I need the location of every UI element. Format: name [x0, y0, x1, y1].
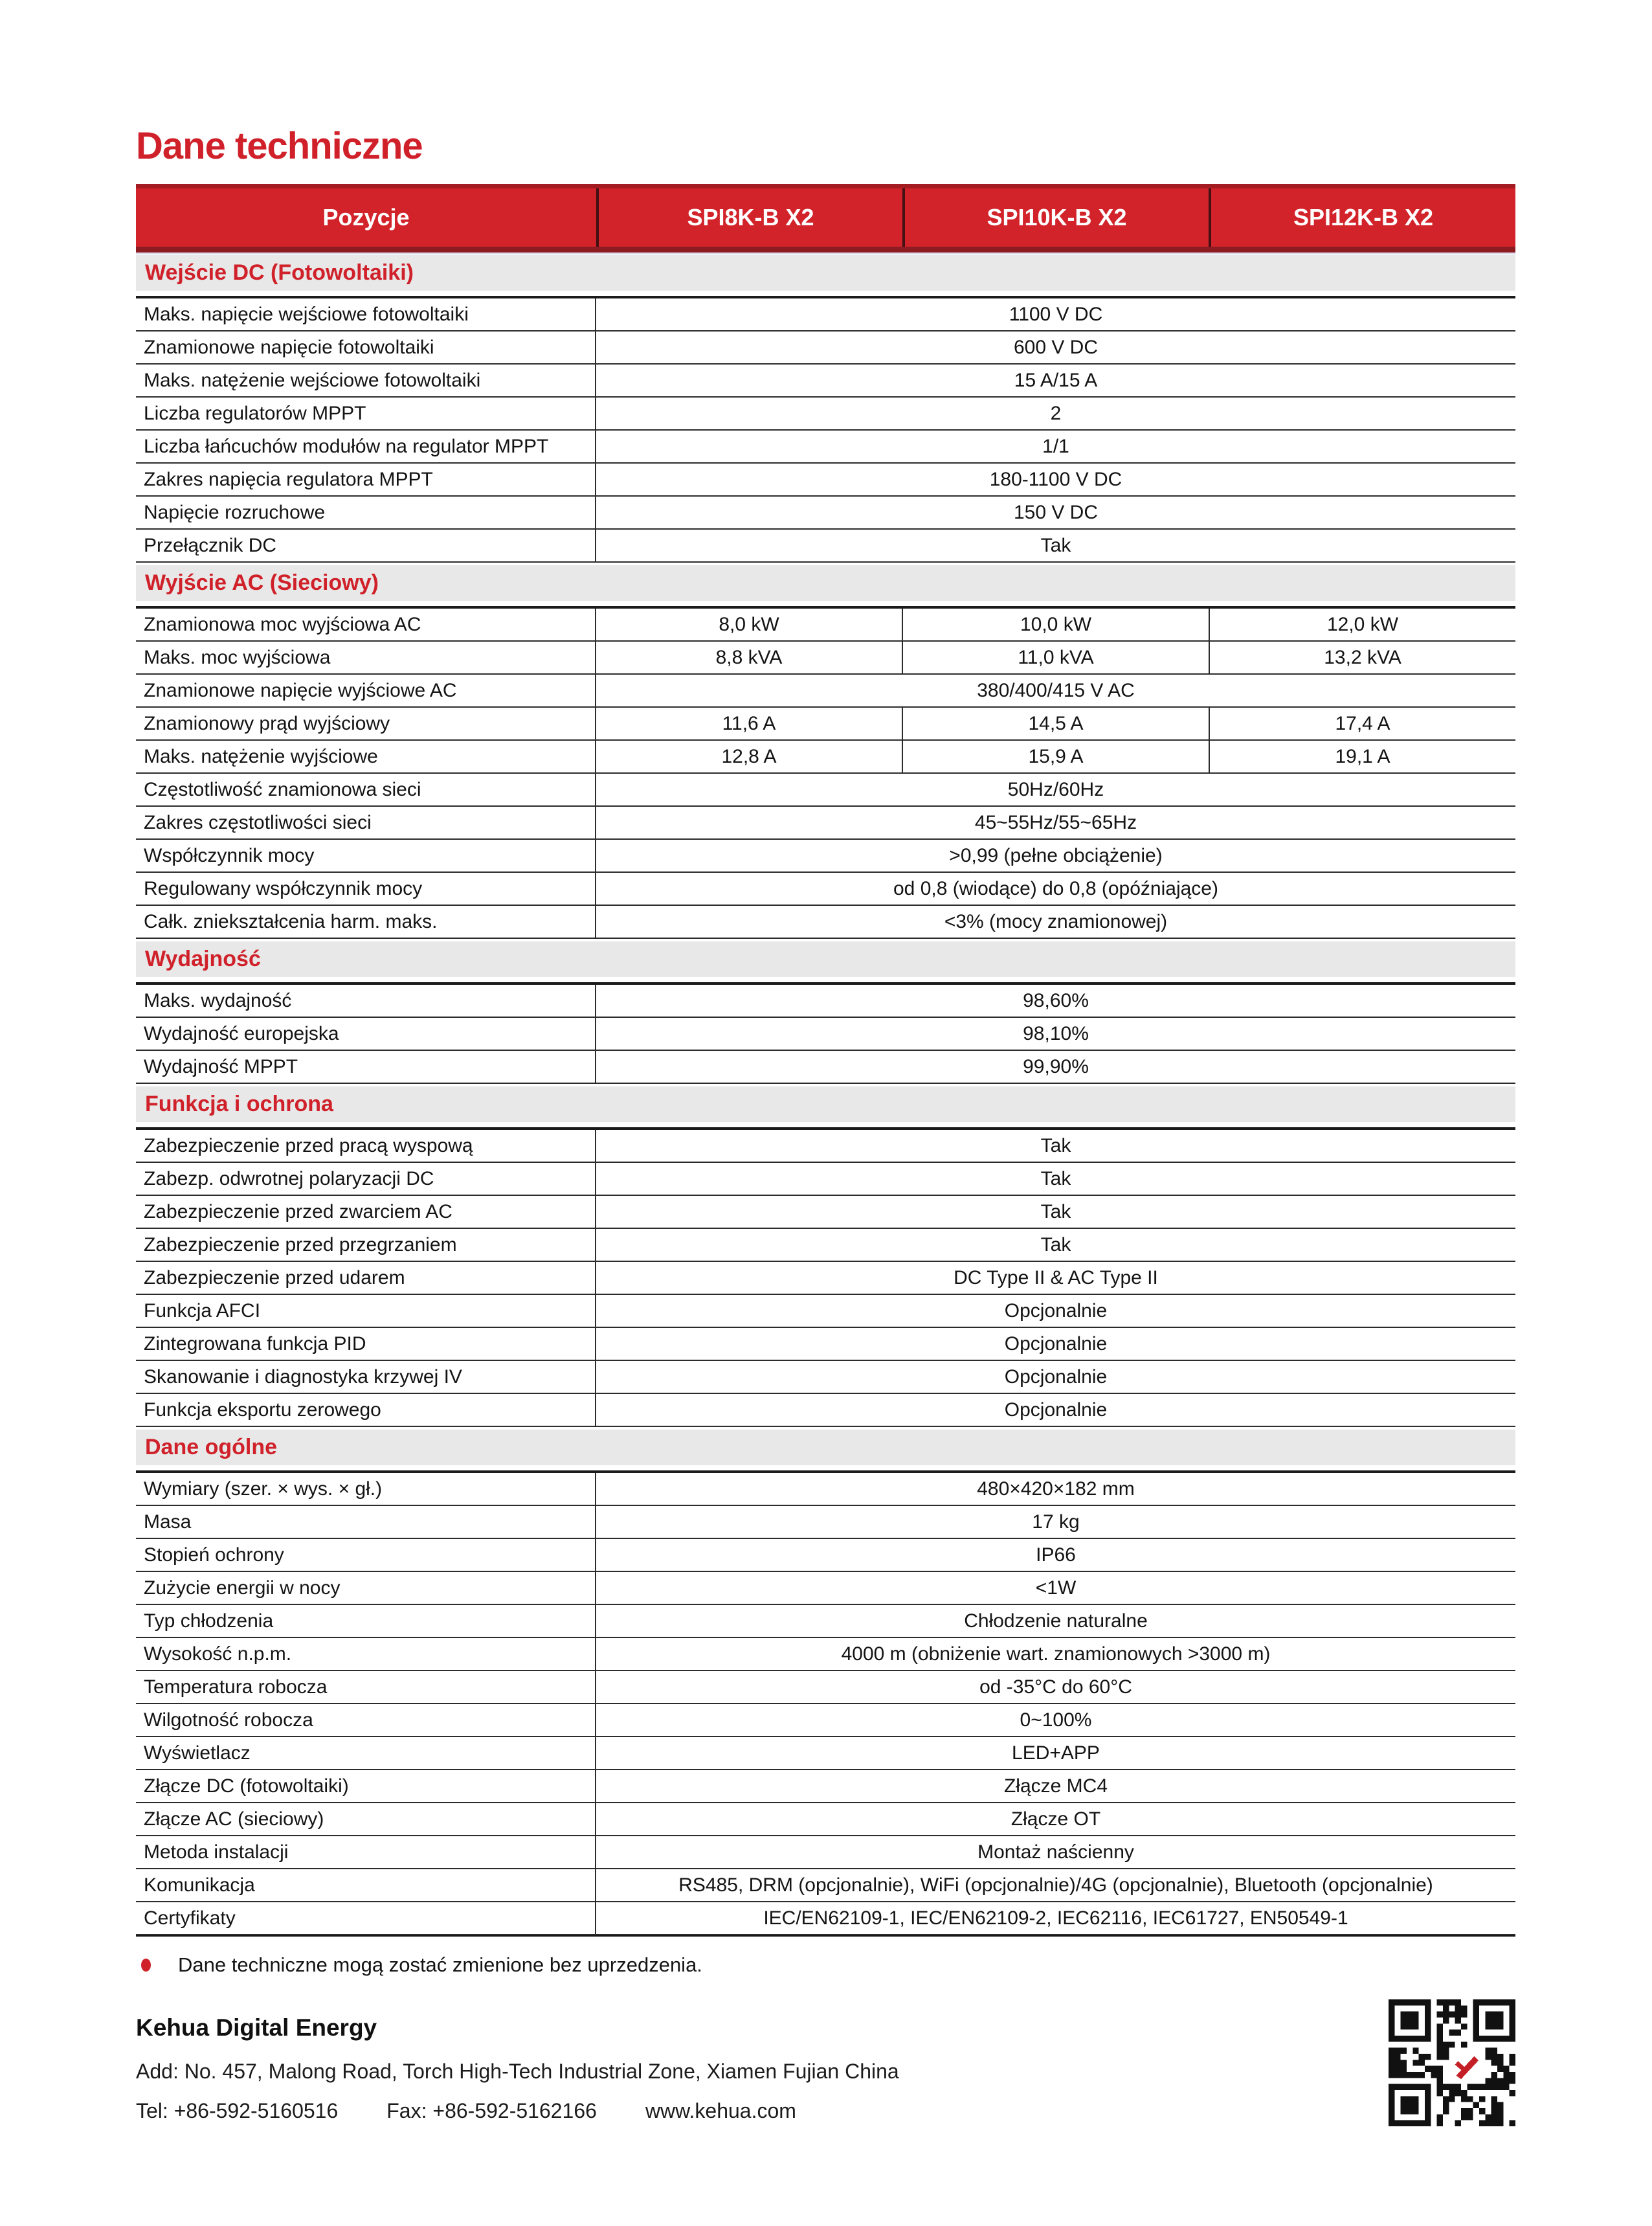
- table-row: [136, 497, 1515, 530]
- table-row: [136, 530, 1515, 563]
- table-row: [136, 464, 1515, 497]
- table-row: [136, 609, 1515, 642]
- row-value-all-models: Tak: [1040, 1134, 1071, 1156]
- row-value-all-models: 98,60%: [1023, 989, 1089, 1011]
- row-value-all-models: od -35°C do 60°C: [979, 1676, 1132, 1698]
- row-label: Maks. natężenie wejściowe fotowoltaiki: [136, 365, 596, 396]
- row-label: Zabezp. odwrotnej polaryzacji DC: [136, 1163, 596, 1195]
- table-header-model-spi10k: SPI10K-B X2: [902, 188, 1209, 247]
- row-value-model-2: 12,0 kW: [1209, 609, 1515, 640]
- row-value-all-models: Montaż naścienny: [977, 1841, 1134, 1863]
- company-name: Kehua Digital Energy: [136, 2014, 377, 2041]
- table-row: [136, 332, 1515, 365]
- table-header-model-spi8k: SPI8K-B X2: [596, 188, 902, 247]
- row-label: Zabezpieczenie przed pracą wyspową: [136, 1130, 596, 1162]
- page-content: [136, 0, 1515, 2123]
- table-row: [136, 1018, 1515, 1051]
- row-label: Wysokość n.p.m.: [136, 1638, 596, 1670]
- company-contacts: [136, 2099, 1515, 2123]
- company-address: Add: No. 457, Malong Road, Torch High-Tech Industrial Zone, Xiamen Fujian China: [136, 2060, 899, 2083]
- table-row: [136, 1770, 1515, 1803]
- table-row: [136, 675, 1515, 708]
- row-value-all-models: 600 V DC: [1013, 336, 1099, 358]
- table-row: [136, 1869, 1515, 1902]
- table-row: [136, 1361, 1515, 1394]
- row-value-all-models: <1W: [1035, 1577, 1077, 1599]
- row-value-model-0: 8,8 kVA: [715, 646, 783, 668]
- table-row: [136, 985, 1515, 1018]
- table-row: [136, 1506, 1515, 1539]
- table-row: [136, 1473, 1515, 1506]
- row-label: Częstotliwość znamionowa sieci: [136, 774, 596, 805]
- row-value-all-models: Opcjonalnie: [1004, 1332, 1108, 1355]
- row-label: Wymiary (szer. × wys. × gł.): [136, 1473, 596, 1505]
- row-label: Znamionowe napięcie wyjściowe AC: [136, 675, 596, 706]
- row-value-all-models: Opcjonalnie: [1004, 1399, 1108, 1421]
- row-value-model-0: 8,0 kW: [719, 613, 779, 635]
- table-row: [136, 1163, 1515, 1196]
- table-row: [136, 1130, 1515, 1163]
- table-row: [136, 1737, 1515, 1770]
- row-value-all-models: Złącze OT: [1010, 1808, 1101, 1830]
- table-header-items: Pozycje: [322, 204, 410, 230]
- row-label: Całk. zniekształcenia harm. maks.: [136, 906, 596, 938]
- table-row: [136, 298, 1515, 332]
- row-label: Zużycie energii w nocy: [136, 1572, 596, 1604]
- table-row: [136, 1262, 1515, 1295]
- row-label: Masa: [136, 1506, 596, 1538]
- table-row: [136, 741, 1515, 774]
- row-label: Znamionowa moc wyjściowa AC: [136, 609, 596, 640]
- table-row: [136, 840, 1515, 873]
- row-value-all-models: IP66: [1036, 1544, 1076, 1566]
- row-value-all-models: Tak: [1040, 1233, 1071, 1255]
- row-label: Komunikacja: [136, 1869, 596, 1901]
- row-label: Funkcja eksportu zerowego: [136, 1394, 596, 1426]
- row-value-all-models: Tak: [1040, 534, 1071, 556]
- row-value-model-1: 14,5 A: [902, 708, 1209, 739]
- table-row: [136, 807, 1515, 840]
- row-value-all-models: RS485, DRM (opcjonalnie), WiFi (opcjonalnie)/4G (opcjonalnie), Bluetooth (opcjonalnie): [678, 1874, 1433, 1896]
- row-value-all-models: 4000 m (obniżenie wart. znamionowych >3000 m): [841, 1643, 1271, 1665]
- row-value-all-models: Tak: [1040, 1167, 1071, 1189]
- row-label: Funkcja AFCI: [136, 1295, 596, 1327]
- table-row: [136, 1605, 1515, 1638]
- row-value-all-models: IEC/EN62109-1, IEC/EN62109-2, IEC62116, IEC61727, EN50549-1: [763, 1907, 1348, 1929]
- row-value-all-models: 180-1100 V DC: [989, 468, 1122, 490]
- row-value-all-models: 1100 V DC: [1009, 303, 1103, 325]
- table-bottom-rule: [136, 1935, 1515, 1937]
- row-label: Złącze DC (fotowoltaiki): [136, 1770, 596, 1802]
- table-row: [136, 1671, 1515, 1704]
- row-value-model-2: 17,4 A: [1209, 708, 1515, 739]
- row-value-model-2: 13,2 kVA: [1209, 642, 1515, 673]
- company-fax: Fax: +86-592-5162166: [386, 2099, 597, 2122]
- table-row: [136, 431, 1515, 464]
- table-row: [136, 708, 1515, 741]
- spec-table: [136, 255, 1515, 1935]
- row-value-all-models: 2: [1050, 402, 1062, 424]
- row-value-model-1: 15,9 A: [902, 741, 1209, 772]
- section-header: Dane ogólne: [136, 1430, 1515, 1465]
- footnote: [136, 1953, 1515, 1977]
- row-label: Maks. napięcie wejściowe fotowoltaiki: [136, 298, 596, 330]
- row-value-all-models: LED+APP: [1012, 1742, 1100, 1764]
- row-label: Przełącznik DC: [136, 530, 596, 561]
- row-label: Napięcie rozruchowe: [136, 497, 596, 528]
- row-label: Wydajność MPPT: [136, 1051, 596, 1083]
- row-label: Zakres napięcia regulatora MPPT: [136, 464, 596, 495]
- table-row: [136, 1394, 1515, 1427]
- table-row: [136, 642, 1515, 675]
- row-label: Metoda instalacji: [136, 1836, 596, 1868]
- table-row: [136, 906, 1515, 939]
- row-value-all-models: 45~55Hz/55~65Hz: [974, 811, 1137, 833]
- section-header: Funkcja i ochrona: [136, 1086, 1515, 1122]
- bullet-icon: [141, 1959, 151, 1972]
- table-header-model-spi12k: SPI12K-B X2: [1209, 188, 1515, 247]
- row-label: Znamionowe napięcie fotowoltaiki: [136, 332, 596, 363]
- section-header: Wejście DC (Fotowoltaiki): [136, 255, 1515, 291]
- row-value-model-0: 12,8 A: [721, 745, 777, 767]
- page-title: Dane techniczne: [136, 125, 423, 167]
- table-row: [136, 1638, 1515, 1671]
- row-value-all-models: 15 A/15 A: [1014, 369, 1098, 391]
- table-row: [136, 1902, 1515, 1935]
- row-value-model-0: 11,6 A: [722, 712, 776, 734]
- section-header: Wyjście AC (Sieciowy): [136, 565, 1515, 601]
- row-label: Stopień ochrony: [136, 1539, 596, 1571]
- table-row: [136, 365, 1515, 398]
- row-value-all-models: DC Type II & AC Type II: [954, 1266, 1158, 1288]
- row-label: Wydajność europejska: [136, 1018, 596, 1050]
- row-value-all-models: 480×420×182 mm: [977, 1478, 1135, 1500]
- row-label: Zakres częstotliwości sieci: [136, 807, 596, 838]
- row-value-all-models: Tak: [1040, 1200, 1071, 1222]
- row-label: Skanowanie i diagnostyka krzywej IV: [136, 1361, 596, 1393]
- row-value-all-models: 99,90%: [1023, 1055, 1089, 1077]
- row-label: Współczynnik mocy: [136, 840, 596, 871]
- table-row: [136, 1836, 1515, 1869]
- table-header-row: [136, 184, 1515, 253]
- row-value-model-1: 10,0 kW: [902, 609, 1209, 640]
- table-row: [136, 1328, 1515, 1361]
- row-label: Liczba regulatorów MPPT: [136, 398, 596, 429]
- row-value-all-models: 98,10%: [1023, 1022, 1089, 1044]
- row-label: Regulowany współczynnik mocy: [136, 873, 596, 905]
- row-label: Znamionowy prąd wyjściowy: [136, 708, 596, 739]
- row-value-all-models: 1/1: [1042, 435, 1069, 457]
- row-label: Zintegrowana funkcja PID: [136, 1328, 596, 1360]
- company-website: www.kehua.com: [645, 2099, 796, 2122]
- row-label: Typ chłodzenia: [136, 1605, 596, 1637]
- row-value-all-models: 150 V DC: [1013, 501, 1099, 523]
- row-value-all-models: Złącze MC4: [1003, 1775, 1108, 1797]
- row-label: Złącze AC (sieciowy): [136, 1803, 596, 1835]
- row-value-all-models: Chłodzenie naturalne: [964, 1610, 1148, 1632]
- table-row: [136, 1196, 1515, 1229]
- row-value-all-models: od 0,8 (wiodące) do 0,8 (opóźniające): [893, 877, 1218, 899]
- row-label: Zabezpieczenie przed zwarciem AC: [136, 1196, 596, 1228]
- row-label: Liczba łańcuchów modułów na regulator MPPT: [136, 431, 596, 462]
- row-value-all-models: 17 kg: [1032, 1511, 1080, 1533]
- row-value-all-models: <3% (mocy znamionowej): [944, 910, 1168, 932]
- row-label: Wyświetlacz: [136, 1737, 596, 1769]
- row-label: Maks. moc wyjściowa: [136, 642, 596, 673]
- table-row: [136, 774, 1515, 807]
- row-label: Zabezpieczenie przed udarem: [136, 1262, 596, 1294]
- section-header: Wydajność: [136, 941, 1515, 977]
- table-row: [136, 398, 1515, 431]
- table-row: [136, 1572, 1515, 1605]
- table-row: [136, 1803, 1515, 1836]
- qr-code: [1389, 1999, 1515, 2126]
- row-label: Maks. natężenie wyjściowe: [136, 741, 596, 772]
- row-label: Wilgotność robocza: [136, 1704, 596, 1736]
- row-value-model-2: 19,1 A: [1209, 741, 1515, 772]
- row-value-all-models: Opcjonalnie: [1004, 1299, 1108, 1321]
- row-label: Zabezpieczenie przed przegrzaniem: [136, 1229, 596, 1261]
- row-value-all-models: Opcjonalnie: [1004, 1366, 1108, 1388]
- row-value-all-models: 50Hz/60Hz: [1007, 778, 1104, 800]
- row-value-model-1: 11,0 kVA: [902, 642, 1209, 673]
- row-label: Temperatura robocza: [136, 1671, 596, 1703]
- table-row: [136, 1704, 1515, 1737]
- table-row: [136, 1295, 1515, 1328]
- table-row: [136, 1229, 1515, 1262]
- row-label: Certyfikaty: [136, 1902, 596, 1934]
- table-row: [136, 873, 1515, 906]
- table-row: [136, 1051, 1515, 1084]
- row-label: Maks. wydajność: [136, 985, 596, 1017]
- footnote-text: Dane techniczne mogą zostać zmienione bez uprzedzenia.: [178, 1953, 702, 1976]
- table-row: [136, 1539, 1515, 1572]
- row-value-all-models: 0~100%: [1020, 1709, 1092, 1731]
- company-tel: Tel: +86-592-5160516: [136, 2099, 339, 2122]
- row-value-all-models: 380/400/415 V AC: [977, 679, 1135, 701]
- row-value-all-models: >0,99 (pełne obciążenie): [949, 844, 1163, 866]
